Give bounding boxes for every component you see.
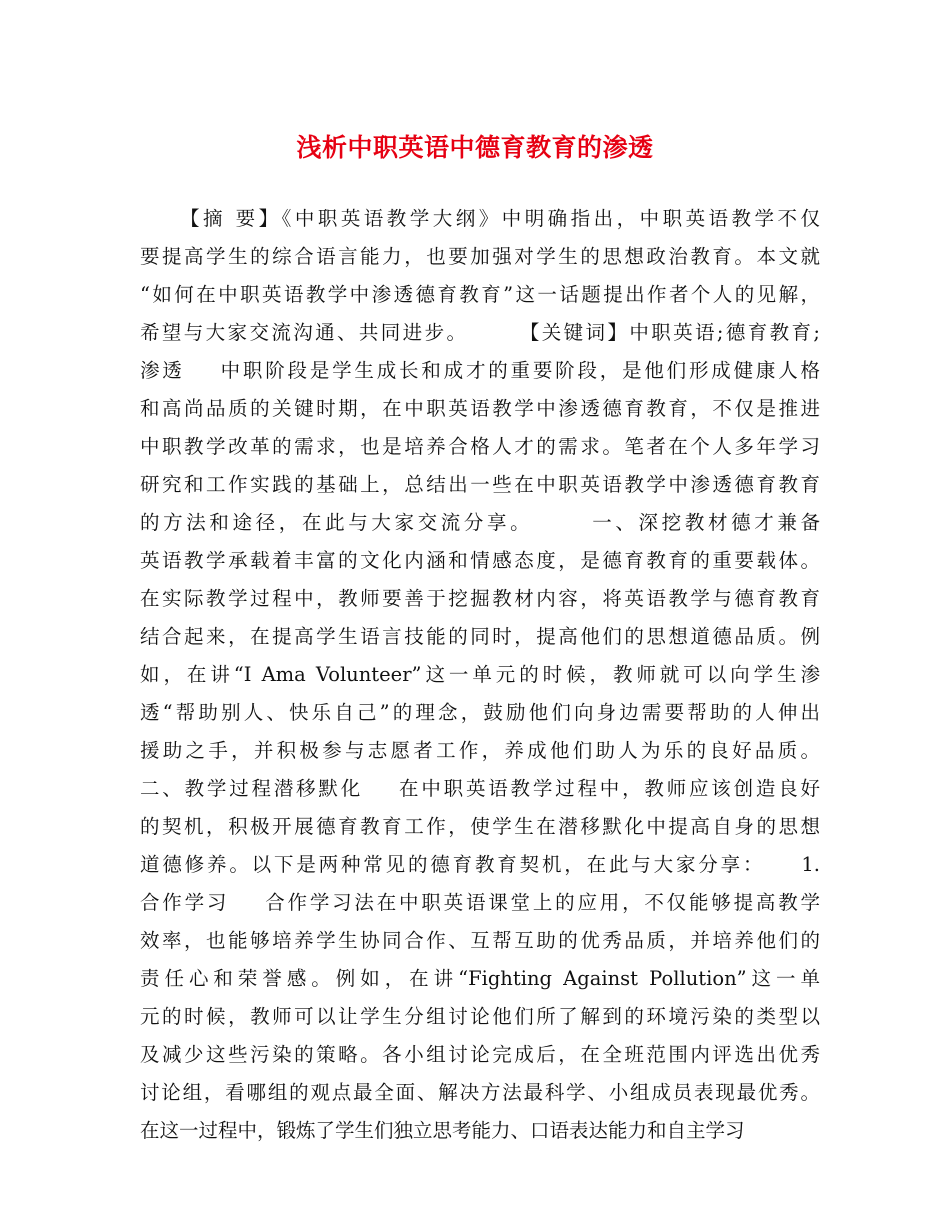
body-line: 英语教学承载着丰富的文化内涵和情感态度，是德育教育的重要载体。: [140, 549, 820, 572]
body-line: 和高尚品质的关键时期，在中职英语教学中渗透德育教育，不仅是推进: [140, 397, 820, 420]
body-line: 元的时候，教师可以让学生分组讨论他们所了解到的环境污染的类型以: [140, 1005, 820, 1028]
body-line: 合作学习 合作学习法在中职英语课堂上的应用，不仅能够提高教学: [140, 891, 820, 914]
body-line: 【摘 要】《中职英语教学大纲》中明确指出，中职英语教学不仅: [180, 207, 820, 230]
body-line: 渗透 中职阶段是学生成长和成才的重要阶段，是他们形成健康人格: [140, 359, 820, 382]
body-line: 讨论组，看哪组的观点最全面、解决方法最科学、小组成员表现最优秀。: [140, 1081, 820, 1104]
body-line: 希望与大家交流沟通、共同进步。 【关键词】中职英语;德育教育;: [140, 321, 820, 344]
body-line: 中职教学改革的需求，也是培养合格人才的需求。笔者在个人多年学习: [140, 435, 820, 458]
body-line: 二、教学过程潜移默化 在中职英语教学过程中，教师应该创造良好: [140, 777, 820, 800]
document-title: 浅析中职英语中德育教育的渗透: [296, 133, 654, 162]
body-line: 如，在讲“I Ama Volunteer”这一单元的时候，教师就可以向学生渗: [140, 663, 820, 686]
body-line: 在这一过程中，锻炼了学生们独立思考能力、口语表达能力和自主学习: [140, 1119, 745, 1142]
body-line: 透“帮助别人、快乐自己”的理念，鼓励他们向身边需要帮助的人伸出: [140, 701, 820, 724]
body-line: 的方法和途径，在此与大家交流分享。 一、深挖教材德才兼备: [140, 511, 820, 534]
body-line: 效率，也能够培养学生协同合作、互帮互助的优秀品质，并培养他们的: [140, 929, 820, 952]
body-line: 责任心和荣誉感。例如，在讲“Fighting Against Pollution”这一单: [140, 967, 820, 990]
body-line: 道德修养。以下是两种常见的德育教育契机，在此与大家分享： 1.: [140, 853, 820, 876]
body-line: “如何在中职英语教学中渗透德育教育”这一话题提出作者个人的见解，: [140, 283, 820, 306]
body-line: 援助之手，并积极参与志愿者工作，养成他们助人为乐的良好品质。: [140, 739, 820, 762]
body-line: 研究和工作实践的基础上，总结出一些在中职英语教学中渗透德育教育: [140, 473, 820, 496]
body-line: 的契机，积极开展德育教育工作，使学生在潜移默化中提高自身的思想: [140, 815, 820, 838]
body-line: 在实际教学过程中，教师要善于挖掘教材内容，将英语教学与德育教育: [140, 587, 820, 610]
document-body: [140, 200, 820, 1150]
body-line: 结合起来，在提高学生语言技能的同时，提高他们的思想道德品质。例: [140, 625, 820, 648]
body-line: 及减少这些污染的策略。各小组讨论完成后，在全班范围内评选出优秀: [140, 1043, 820, 1066]
body-line: 要提高学生的综合语言能力，也要加强对学生的思想政治教育。本文就: [140, 245, 820, 268]
